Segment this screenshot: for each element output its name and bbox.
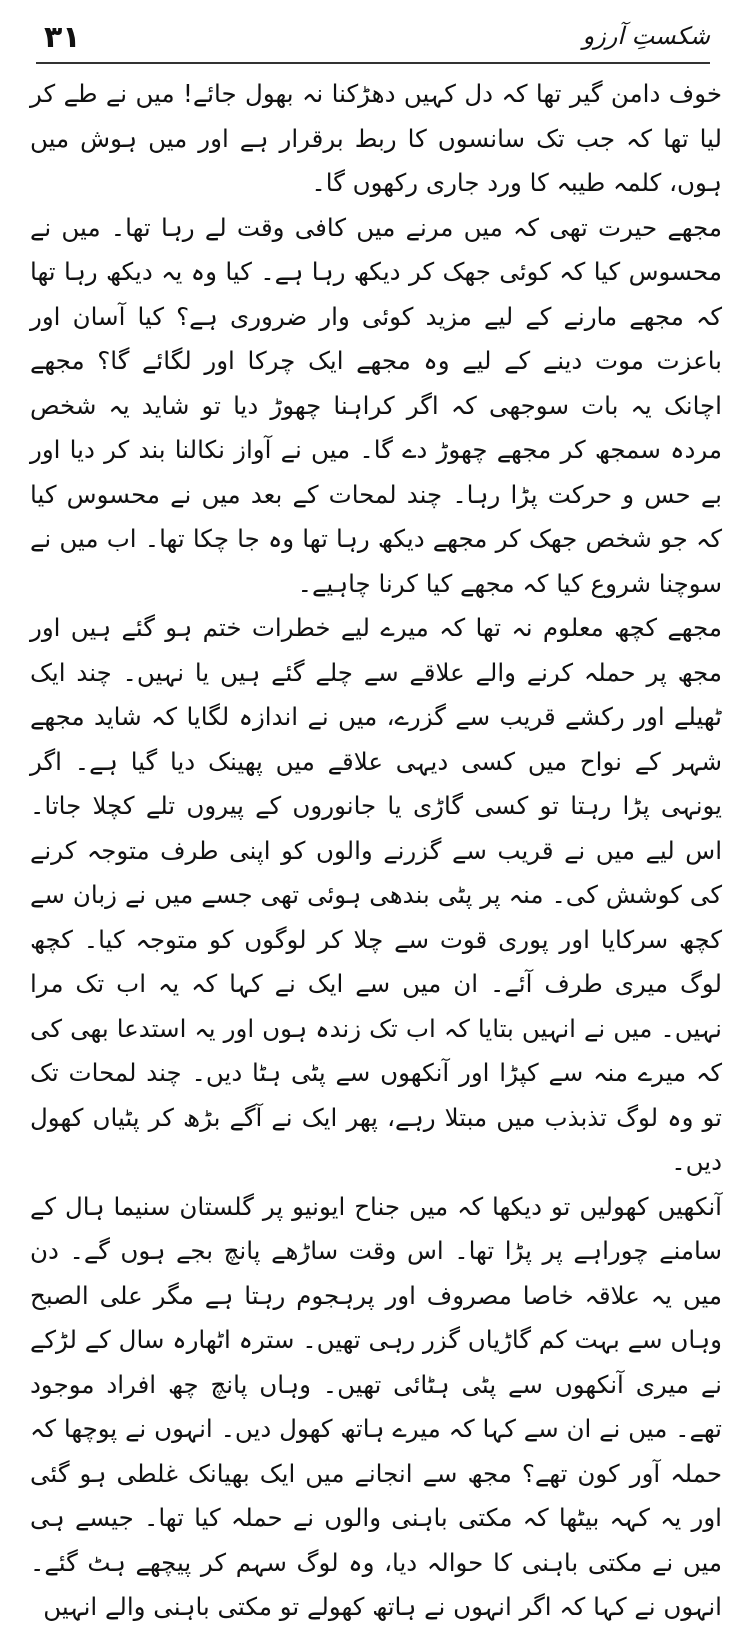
- page-header: [36, 18, 710, 64]
- page-number: ۳۱: [44, 20, 81, 55]
- paragraph: مجھے کچھ معلوم نہ تھا کہ میرے لیے خطرات ختم ہو گئے ہیں اور مجھ پر حملہ کرنے والے علاقے سے چلے گئے ہیں یا نہیں۔ چند ایک ٹھیلے اور رکشے قریب سے گزرے، میں نے اندازہ لگایا کہ شاید مجھے شہر کے نواح میں کسی دیہی علاقے میں پھینک دیا گیا ہے۔ اگر یونہی پڑا رہتا تو کسی گاڑی یا جانوروں کے پیروں تلے کچلا جاتا۔ اس لیے میں نے قریب سے گزرنے والوں کو اپنی طرف متوجہ کرنے کی کوشش کی۔ منہ پر پٹی بندھی ہوئی تھی جسے میں نے زبان سے کچھ سرکایا اور پوری قوت سے چلا کر لوگوں کو متوجہ کیا۔ کچھ لوگ میری طرف آئے۔ ان میں سے ایک نے کہا کہ یہ اب تک مرا نہیں۔ میں نے انہیں بتایا کہ اب تک زندہ ہوں اور یہ استدعا بھی کی کہ میرے منہ سے کپڑا اور آنکھوں سے پٹی ہٹا دیں۔ چند لمحات تک تو وہ لوگ تذبذب میں مبتلا رہے، پھر ایک نے آگے بڑھ کر پٹیاں کھول دیں۔: [30, 613, 722, 1176]
- paragraph: خوف دامن گیر تھا کہ دل کہیں دھڑکنا نہ بھول جائے! میں نے طے کر لیا تھا کہ جب تک سانسوں کا ربط برقرار ہے اور میں ہوش میں ہوں، کلمہ طیبہ کا ورد جاری رکھوں گا۔: [30, 79, 722, 197]
- body-text: [30, 72, 722, 1630]
- paragraph: مجھے حیرت تھی کہ میں مرنے میں کافی وقت لے رہا تھا۔ میں نے محسوس کیا کہ کوئی جھک کر دیکھ رہا ہے۔ کیا وہ یہ دیکھ رہا تھا کہ مجھے مارنے کے لیے مزید کوئی وار ضروری ہے؟ کیا آسان اور باعزت موت دینے کے لیے وہ مجھے ایک چرکا اور لگائے گا؟ مجھے اچانک یہ بات سوجھی کہ اگر کراہنا چھوڑ دیا تو شاید یہ شخص مردہ سمجھ کر مجھے چھوڑ دے گا۔ میں نے آواز نکالنا بند کر دیا اور بے حس و حرکت پڑا رہا۔ چند لمحات کے بعد میں نے محسوس کیا کہ جو شخص جھک کر مجھے دیکھ رہا تھا وہ جا چکا تھا۔ اب میں نے سوچنا شروع کیا کہ مجھے کیا کرنا چاہیے۔: [30, 212, 722, 598]
- paragraph: آنکھیں کھولیں تو دیکھا کہ میں جناح ایونیو پر گلستان سنیما ہال کے سامنے چوراہے پر پڑا تھا۔ اس وقت ساڑھے پانچ بجے ہوں گے۔ دن میں یہ علاقہ خاصا مصروف اور پرہجوم رہتا ہے مگر علی الصبح وہاں سے بہت کم گاڑیاں گزر رہی تھیں۔ سترہ اٹھارہ سال کے لڑکے نے میری آنکھوں سے پٹی ہٹائی تھیں۔ وہاں پانچ چھ افراد موجود تھے۔ میں نے ان سے کہا کہ میرے ہاتھ کھول دیں۔ انہوں نے پوچھا کہ حملہ آور کون تھے؟ مجھ سے انجانے میں ایک بھیانک غلطی ہو گئی اور یہ کہہ بیٹھا کہ مکتی باہنی والوں نے حملہ کیا تھا۔ جیسے ہی میں نے مکتی باہنی کا حوالہ دیا، وہ لوگ سہم کر پیچھے ہٹ گئے۔ انہوں نے کہا کہ اگر انہوں نے ہاتھ کھولے تو مکتی باہنی والے انہیں: [30, 1191, 722, 1621]
- running-title: شکستِ آرزو: [582, 22, 710, 50]
